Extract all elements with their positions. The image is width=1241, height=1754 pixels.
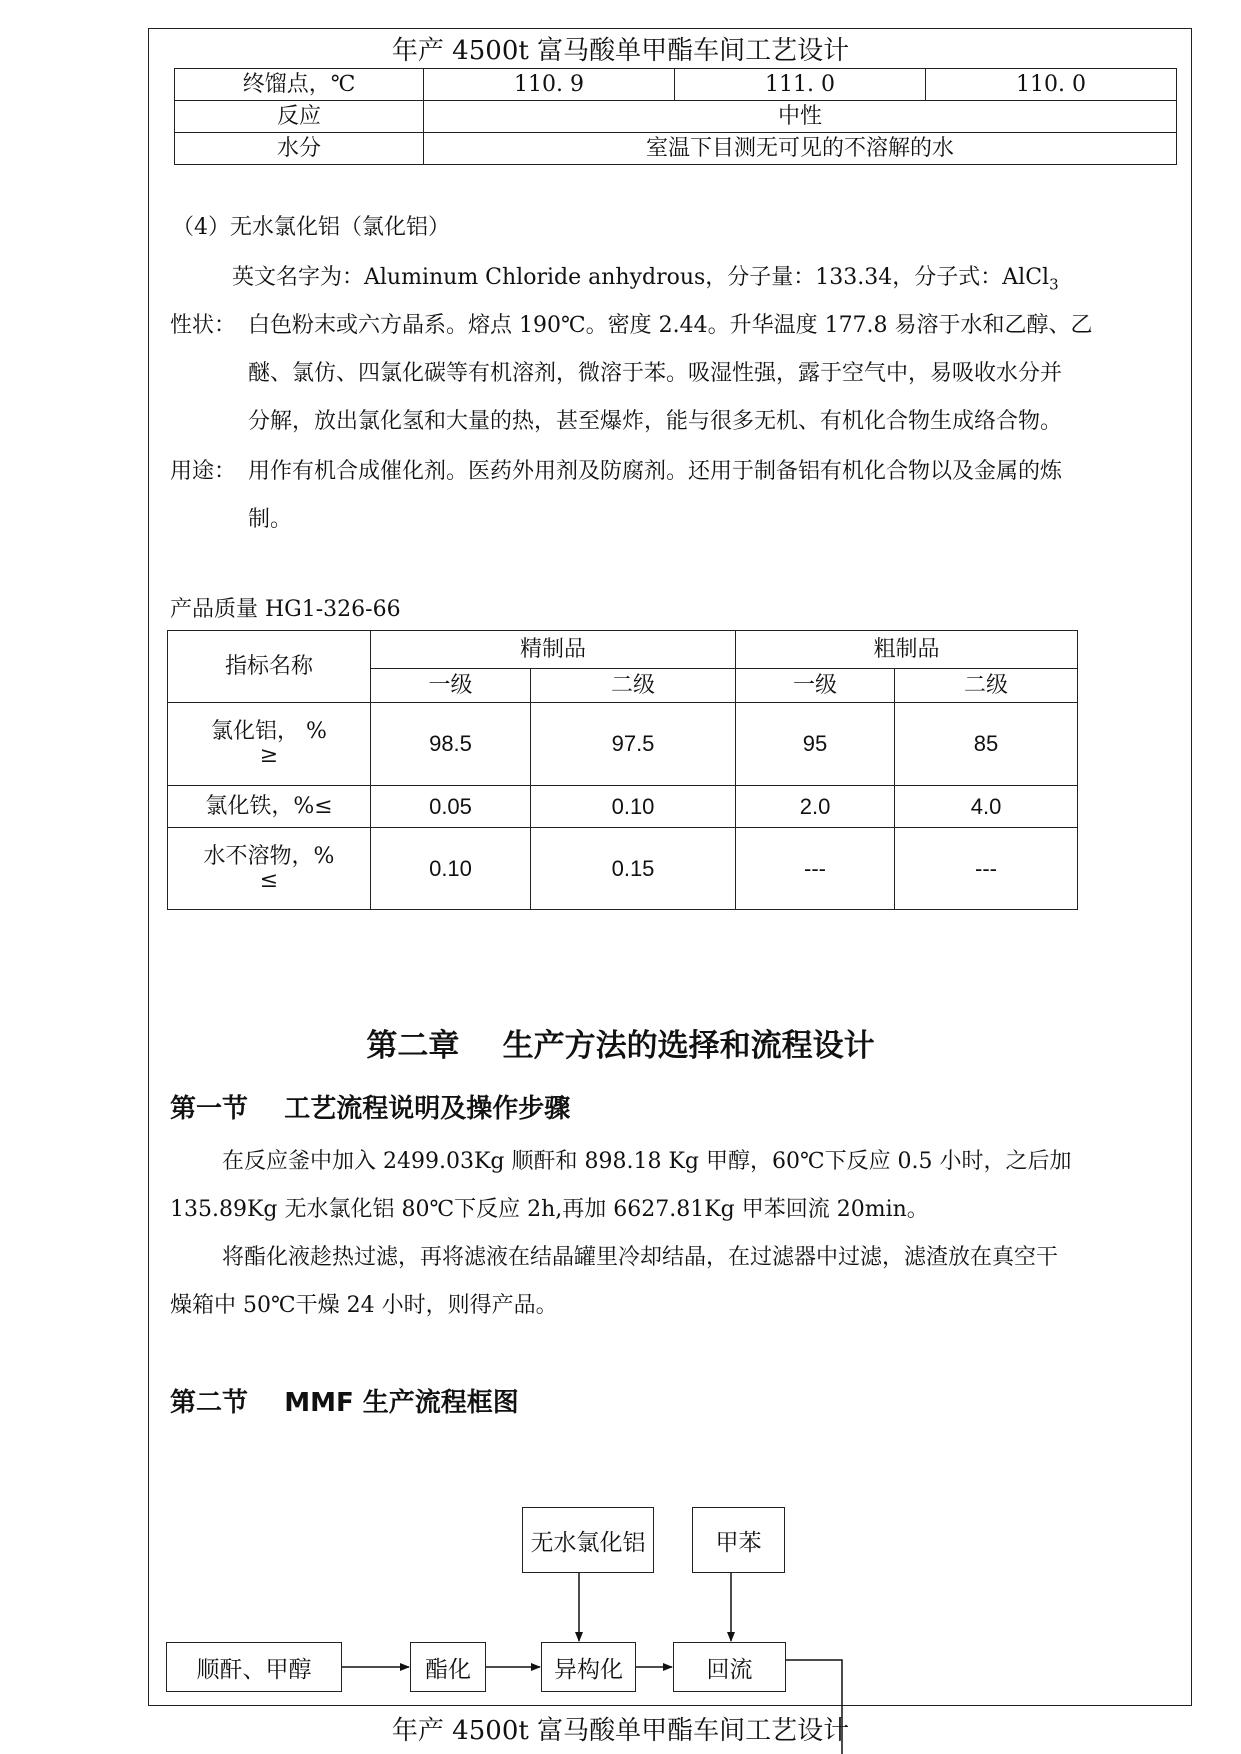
alcl3-heading: （4）无水氯化铝（氯化铝） <box>172 215 450 240</box>
cell-value: 中性 <box>424 101 1177 133</box>
page-footer: 年产 4500t 富马酸单甲酯车间工艺设计 <box>391 1716 850 1746</box>
group-header: 粗制品 <box>736 631 1078 669</box>
flow-box-start: 顺酐、甲醇 <box>166 1642 342 1692</box>
cell-value: 0.10 <box>371 828 531 910</box>
cell-value: 0.15 <box>531 828 736 910</box>
quality-caption: 产品质量 HG1-326-66 <box>170 597 401 622</box>
formula-subscript: 3 <box>1049 275 1059 294</box>
grade-header: 二级 <box>895 669 1078 703</box>
flow-box-reflux: 回流 <box>673 1642 786 1692</box>
use-line: 制。 <box>248 507 293 532</box>
row-label: 氯化铁，%≤ <box>168 786 371 828</box>
cell-value: 0.05 <box>371 786 531 828</box>
cell-value: 室温下目测无可见的不溶解的水 <box>424 133 1177 165</box>
section2-title: 第二节 MMF 生产流程框图 <box>170 1388 519 1418</box>
cell-value: 97.5 <box>531 703 736 786</box>
props-line: 分解，放出氯化氢和大量的热，甚至爆炸，能与很多无机、有机化合物生成络合物。 <box>248 409 1063 434</box>
col-label: 指标名称 <box>168 631 371 703</box>
paragraph-line: 将酯化液趁热过滤，再将滤液在结晶罐里冷却结晶，在过滤器中过滤，滤渣放在真空干 <box>222 1245 1059 1270</box>
paragraph-line: 燥箱中 50℃干燥 24 小时，则得产品。 <box>170 1293 558 1318</box>
use-label: 用途： <box>170 459 237 484</box>
cell-value: 110. 0 <box>926 69 1177 101</box>
props-line: 白色粉末或六方晶系。熔点 190℃。密度 2.44。升华温度 177.8 易溶于水和乙醇、乙 <box>248 313 1093 338</box>
cell-value: 98.5 <box>371 703 531 786</box>
paragraph-line: 在反应釜中加入 2499.03Kg 顺酐和 898.18 Kg 甲醇，60℃下反应 0.5 小时，之后加 <box>222 1149 1072 1174</box>
section1-title: 第一节 工艺流程说明及操作步骤 <box>170 1094 571 1124</box>
cell-value: 2.0 <box>736 786 895 828</box>
grade-header: 二级 <box>531 669 736 703</box>
row-label-line: 水不溶物，% <box>203 843 335 869</box>
cell-value: --- <box>736 828 895 910</box>
props-line: 醚、氯仿、四氯化碳等有机溶剂，微溶于苯。吸湿性强，露于空气中，易吸收水分并 <box>248 361 1063 386</box>
cell-value: --- <box>895 828 1078 910</box>
grade-header: 一级 <box>736 669 895 703</box>
group-header: 精制品 <box>371 631 736 669</box>
cell-value: 85 <box>895 703 1078 786</box>
row-label-line: 氯化铝， % <box>211 719 327 744</box>
cell-value: 95 <box>736 703 895 786</box>
cell-value: 111. 0 <box>675 69 926 101</box>
use-line: 用作有机合成催化剂。医药外用剂及防腐剂。还用于制备铝有机化合物以及金属的炼 <box>248 459 1063 484</box>
row-label-line: ≥ <box>259 743 279 768</box>
row-label: 水分 <box>175 133 424 165</box>
row-label: 终馏点，℃ <box>175 69 424 101</box>
paragraph-line: 135.89Kg 无水氯化铝 80℃下反应 2h,再加 6627.81Kg 甲苯回流 20min。 <box>170 1197 929 1222</box>
flow-box-toluene: 甲苯 <box>692 1507 785 1573</box>
flow-box-anhydrous-alcl3: 无水氯化铝 <box>522 1507 654 1573</box>
cell-value: 0.10 <box>531 786 736 828</box>
flow-box-isomerize: 异构化 <box>541 1642 636 1692</box>
english-text: 英文名字为：Aluminum Chloride anhydrous，分子量：133.34，分子式：AlCl <box>232 265 1050 290</box>
chapter-title: 第二章 生产方法的选择和流程设计 <box>366 1028 875 1064</box>
row-label: 反应 <box>175 101 424 133</box>
row-label-line: ≤ <box>259 867 279 893</box>
grade-header: 一级 <box>371 669 531 703</box>
cell-value: 4.0 <box>895 786 1078 828</box>
props-label: 性状： <box>170 313 237 338</box>
cell-value: 110. 9 <box>424 69 675 101</box>
page-header: 年产 4500t 富马酸单甲酯车间工艺设计 <box>391 36 850 66</box>
flow-box-esterify: 酯化 <box>410 1642 486 1692</box>
